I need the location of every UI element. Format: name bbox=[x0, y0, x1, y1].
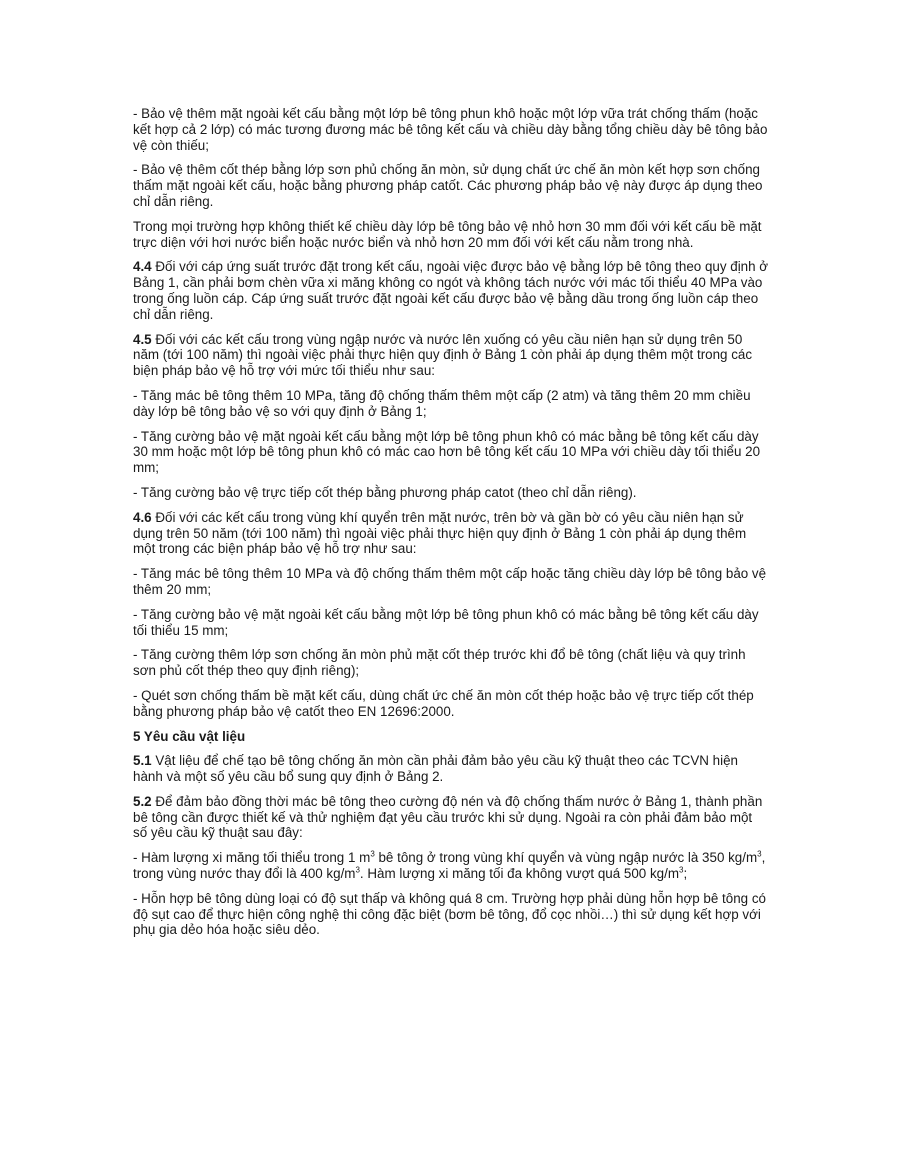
paragraph-text: Để đảm bảo đồng thời mác bê tông theo cường độ nén và độ chống thấm nước ở Bảng 1, thành phần bê tông cần được thiết kế và thử nghiệm đạt yêu cầu trước khi sử dụng. Ngoài ra còn phải đảm bảo một số yêu cầu kỹ thuật sau đây: bbox=[133, 793, 763, 841]
text-fragment: bê tông ở trong vùng khí quyển và vùng ngập nước là 350 kg/m bbox=[374, 850, 758, 866]
paragraph-text: - Hỗn hợp bê tông dùng loại có độ sụt thấp và không quá 8 cm. Trường hợp phải dùng hỗn hợp bê tông có độ sụt cao để thực hiện công nghệ thi công đặc biệt (bơm bê tông, đổ cọc nhồi…) thì sử dụng kết hợp với phụ gia dẻo hóa hoặc siêu dẻo. bbox=[133, 890, 766, 938]
list-item bbox=[133, 566, 769, 598]
clause-number: 4.4 bbox=[133, 259, 152, 275]
section-heading-5: 5 Yêu cầu vật liệu bbox=[133, 728, 246, 744]
text-fragment: . Hàm lượng xi măng tối đa không vượt quá 500 kg/m bbox=[359, 866, 679, 882]
superscript: 3 bbox=[355, 865, 360, 875]
paragraph-text: - Bảo vệ thêm cốt thép bằng lớp sơn phủ chống ăn mòn, sử dụng chất ức chế ăn mòn kết hợp sơn chống thấm mặt ngoài kết cấu, hoặc bằng phương pháp catốt. Các phương pháp bảo vệ này được áp dụng theo chỉ dẫn riêng. bbox=[133, 162, 763, 209]
paragraph-text: Đối với các kết cấu trong vùng ngập nước và nước lên xuống có yêu cầu niên hạn sử dụng trên 50 năm (tới 100 năm) thì ngoài việc phải thực hiện quy định ở Bảng 1 còn phải áp dụng thêm một trong các biện pháp bảo vệ hỗ trợ với mức tối thiểu như sau: bbox=[133, 331, 753, 379]
list-item bbox=[133, 485, 769, 501]
list-item bbox=[133, 388, 769, 420]
page-body bbox=[133, 106, 769, 947]
clause-5-1 bbox=[133, 753, 769, 785]
paragraph-text: - Quét sơn chống thấm bề mặt kết cấu, dùng chất ức chế ăn mòn cốt thép hoặc bảo vệ trực tiếp cốt thép bằng phương pháp bảo vệ catốt theo EN 12696:2000. bbox=[133, 687, 754, 719]
paragraph-text: - Tăng cường bảo vệ mặt ngoài kết cấu bằng một lớp bê tông phun khô có mác bằng bê tông kết cấu dày 30 mm hoặc một lớp bê tông phun khô có mác cao hơn bê tông kết cấu 10 MPa với chiều dày tối thiểu 20 mm; bbox=[133, 428, 761, 476]
paragraph-text: Trong mọi trường hợp không thiết kế chiều dày lớp bê tông bảo vệ nhỏ hơn 30 mm đối với kết cấu bề mặt trực diện với hơi nước biển hoặc nước biển và nhỏ hơn 20 mm đối với kết cấu nằm trong nhà. bbox=[133, 218, 762, 250]
paragraph-protect-outer-surface bbox=[133, 106, 769, 153]
paragraph-text: - Tăng cường bảo vệ trực tiếp cốt thép bằng phương pháp catot (theo chỉ dẫn riêng). bbox=[133, 484, 637, 500]
list-item bbox=[133, 647, 769, 679]
paragraph-text: - Bảo vệ thêm mặt ngoài kết cấu bằng một lớp bê tông phun khô hoặc một lớp vữa trát chống thấm (hoặc kết hợp cả 2 lớp) có mác tương đương mác bê tông kết cấu và chiều dày bằng tổng chiều dày bê tông bảo vệ còn thiếu; bbox=[133, 106, 768, 153]
paragraph-min-cover bbox=[133, 219, 769, 251]
superscript: 3 bbox=[757, 849, 762, 859]
text-fragment: ; bbox=[683, 866, 688, 882]
clause-5-2 bbox=[133, 794, 769, 841]
clause-number: 4.5 bbox=[133, 331, 152, 347]
list-item bbox=[133, 891, 769, 938]
paragraph-text: - Tăng cường bảo vệ mặt ngoài kết cấu bằng một lớp bê tông phun khô có mác bằng bê tông kết cấu dày tối thiểu 15 mm; bbox=[133, 606, 759, 638]
list-item bbox=[133, 688, 769, 720]
clause-number: 4.6 bbox=[133, 509, 152, 525]
paragraph-text: Vật liệu để chế tạo bê tông chống ăn mòn cần phải đảm bảo yêu cầu kỹ thuật theo các TCVN hiện hành và một số yêu cầu bổ sung quy định ở Bảng 2. bbox=[133, 753, 738, 785]
text-fragment: - Hàm lượng xi măng tối thiểu trong 1 m bbox=[133, 850, 371, 866]
clause-number: 5.1 bbox=[133, 753, 152, 769]
paragraph-text: - Tăng mác bê tông thêm 10 MPa, tăng độ chống thấm thêm một cấp (2 atm) và tăng thêm 20 mm chiều dày lớp bê tông bảo vệ so với quy định ở Bảng 1; bbox=[133, 387, 751, 419]
superscript: 3 bbox=[370, 849, 375, 859]
paragraph-protect-rebar bbox=[133, 162, 769, 209]
paragraph-text: - Tăng mác bê tông thêm 10 MPa và độ chống thấm thêm một cấp hoặc tăng chiều dày lớp bê tông bảo vệ thêm 20 mm; bbox=[133, 566, 767, 597]
list-item bbox=[133, 429, 769, 476]
clause-number: 5.2 bbox=[133, 793, 152, 809]
superscript: 3 bbox=[679, 865, 684, 875]
paragraph-text: - Tăng cường thêm lớp sơn chống ăn mòn phủ mặt cốt thép trước khi đổ bê tông (chất liệu và quy trình sơn phủ cốt thép theo quy định riêng); bbox=[133, 647, 746, 679]
paragraph-text: Đối với các kết cấu trong vùng khí quyển trên mặt nước, trên bờ và gần bờ có yêu cầu niên hạn sử dụng trên 50 năm (tới 100 năm) thì ngoài việc phải thực hiện quy định ở Bảng 1 còn phải áp dụng thêm một trong các biện pháp bảo vệ hỗ trợ như sau: bbox=[133, 509, 747, 557]
text-fragment: , trong vùng nước thay đổi là 400 kg/m bbox=[133, 850, 766, 882]
list-item-cement-content bbox=[133, 850, 769, 882]
list-item bbox=[133, 607, 769, 639]
clause-4-5 bbox=[133, 332, 769, 379]
clause-4-6 bbox=[133, 510, 769, 557]
clause-4-4 bbox=[133, 259, 769, 322]
paragraph-text: Đối với cáp ứng suất trước đặt trong kết cấu, ngoài việc được bảo vệ bằng lớp bê tông theo quy định ở Bảng 1, cần phải bơm chèn vữa xi măng không co ngót và không tách nước với mác tối thiểu 40 MPa vào trong ống luồn cáp. Cáp ứng suất trước đặt ngoài kết cấu được bảo vệ bằng dầu trong ống luồn cáp theo chỉ dẫn riêng. bbox=[133, 259, 769, 322]
